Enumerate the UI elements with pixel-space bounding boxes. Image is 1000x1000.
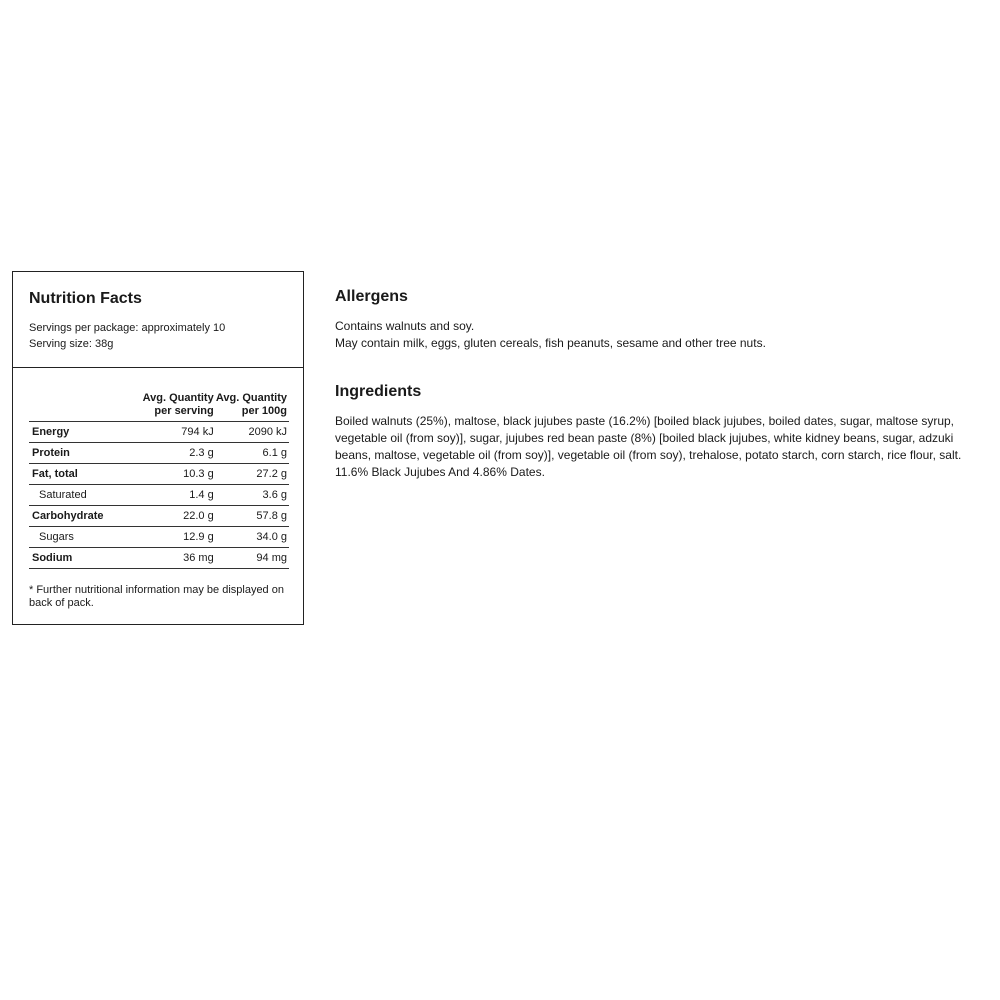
ingredients-section [335, 383, 980, 481]
row-label: Carbohydrate [29, 506, 106, 527]
row-label: Saturated [29, 485, 106, 506]
row-per-100g: 6.1 g [216, 443, 289, 464]
row-per-100g: 2090 kJ [216, 422, 289, 443]
servings-per-package: Servings per package: approximately 10 [29, 322, 226, 334]
header-per-serving-line1: Avg. Quantity [142, 392, 214, 404]
row-per-serving: 12.9 g [106, 527, 216, 548]
ingredients-title: Ingredients [335, 383, 422, 400]
header-per-100g-line2: per 100g [241, 405, 287, 417]
row-per-serving: 2.3 g [106, 443, 216, 464]
table-row [29, 443, 289, 464]
table-row [29, 422, 289, 443]
row-per-serving: 22.0 g [106, 506, 216, 527]
header-per-100g-line1: Avg. Quantity [215, 392, 287, 404]
row-per-100g: 94 mg [216, 548, 289, 569]
nutrition-facts-panel [12, 271, 304, 625]
row-per-serving: 36 mg [106, 548, 216, 569]
nutrition-header [13, 272, 303, 368]
row-per-100g: 34.0 g [216, 527, 289, 548]
row-label: Fat, total [29, 464, 106, 485]
header-per-serving [106, 390, 216, 422]
table-row [29, 527, 289, 548]
row-label: Protein [29, 443, 106, 464]
nutrition-title: Nutrition Facts [29, 290, 142, 307]
table-row [29, 485, 289, 506]
table-row [29, 464, 289, 485]
row-per-serving: 794 kJ [106, 422, 216, 443]
allergens-title: Allergens [335, 288, 408, 305]
ingredients-text: Boiled walnuts (25%), maltose, black jujubes paste (16.2%) [boiled black jujubes, boiled dates, sugar, maltose syrup, vegetable oil (from soy)], sugar, jujubes red bean paste (8%) [boiled black jujubes, white kidney beans, sugar, adzuki beans, maltose, vegetable oil (from soy)], vegetable oil (from soy), trehalose, potato starch, corn starch, rice flour, salt. 11.6% Black Jujubes And 4.86% Dates. [335, 414, 962, 479]
nutrition-table [29, 390, 289, 569]
row-per-100g: 3.6 g [216, 485, 289, 506]
nutrition-table-wrap [29, 390, 289, 569]
allergens-contains: Contains walnuts and soy. [335, 319, 475, 333]
serving-size: Serving size: 38g [29, 338, 114, 350]
row-per-serving: 10.3 g [106, 464, 216, 485]
table-row [29, 506, 289, 527]
header-per-100g [216, 390, 289, 422]
nutrition-footnote: * Further nutritional information may be displayed on back of pack. [29, 584, 284, 609]
table-row [29, 548, 289, 569]
allergens-may-contain: May contain milk, eggs, gluten cereals, fish peanuts, sesame and other tree nuts. [335, 336, 766, 350]
row-label: Sugars [29, 527, 106, 548]
row-per-100g: 57.8 g [216, 506, 289, 527]
nutrition-table-header [29, 390, 289, 422]
row-label: Sodium [29, 548, 106, 569]
row-per-100g: 27.2 g [216, 464, 289, 485]
row-label: Energy [29, 422, 106, 443]
row-per-serving: 1.4 g [106, 485, 216, 506]
allergens-section [335, 288, 985, 352]
header-blank [29, 390, 106, 422]
header-per-serving-line2: per serving [154, 405, 214, 417]
